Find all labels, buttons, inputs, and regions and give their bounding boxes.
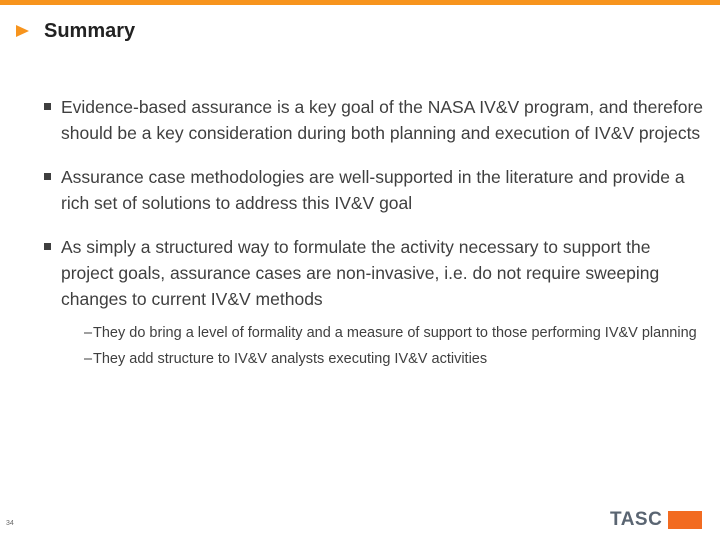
bullet-text: Evidence-based assurance is a key goal of the NASA IV&V program, and therefore should be a key consideration during both planning and execution of IV&V projects — [61, 97, 704, 143]
top-accent-bar — [0, 0, 720, 5]
bullet-item — [44, 234, 704, 312]
square-bullet-icon — [44, 173, 51, 180]
square-bullet-icon — [44, 243, 51, 250]
page-number: 34 — [6, 520, 14, 527]
logo-block-icon — [668, 511, 702, 529]
tasc-logo — [610, 509, 702, 531]
bullet-item — [44, 164, 704, 216]
bullet-text: As simply a structured way to formulate the activity necessary to support the project goals, assurance cases are non-invasive, i.e. do not require sweeping changes to current IV&V methods — [61, 237, 660, 309]
dash-bullet-icon: – — [84, 351, 93, 367]
bullet-text: Assurance case methodologies are well-supported in the literature and provide a rich set of solutions to address this IV&V goal — [61, 167, 685, 213]
slide-content — [44, 94, 704, 374]
sub-bullet-item — [44, 348, 704, 370]
sub-bullet-text: They do bring a level of formality and a measure of support to those performing IV&V planning — [93, 325, 697, 341]
title-arrow-icon — [16, 25, 29, 37]
dash-bullet-icon: – — [84, 325, 93, 341]
sub-bullet-text: They add structure to IV&V analysts executing IV&V activities — [93, 351, 488, 367]
slide-title: Summary — [44, 20, 136, 42]
sub-bullet-item — [44, 322, 704, 344]
logo-text: TASC — [610, 509, 663, 530]
bullet-item — [44, 94, 704, 146]
square-bullet-icon — [44, 103, 51, 110]
